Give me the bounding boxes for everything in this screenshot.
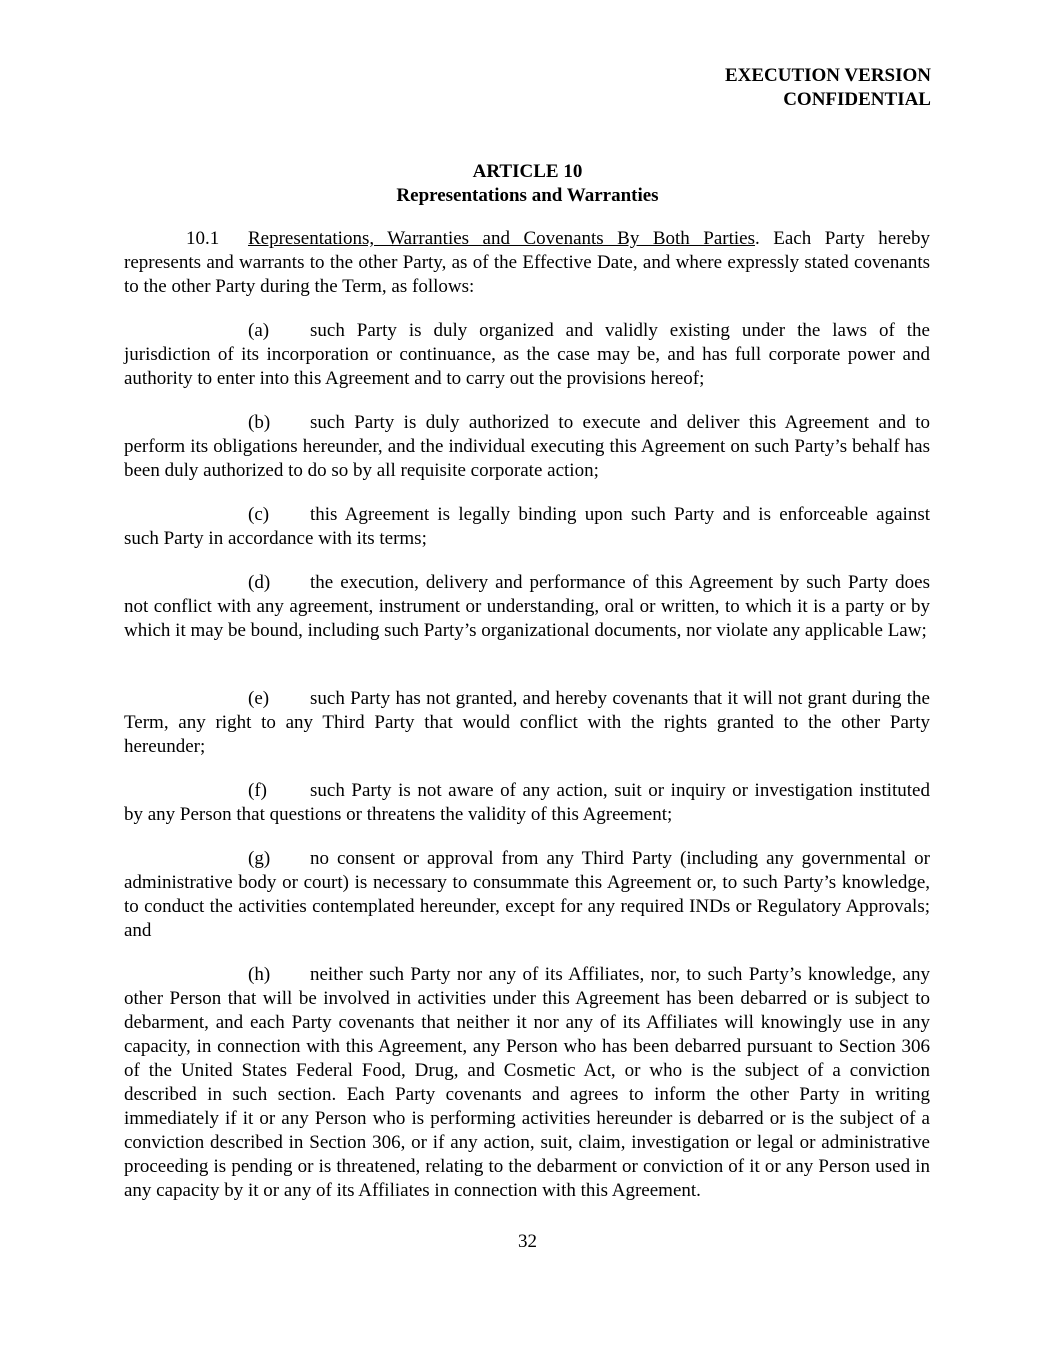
clause-label: (c) (248, 504, 270, 525)
clause-paragraph (124, 319, 930, 391)
clause-label: (a) (248, 320, 270, 341)
clause-text: neither such Party nor any of its Affiliates, nor, to such Party’s knowledge, any other Person that will be involved in activities under this Agreement has been debarred or is subject to debarment, and each Party covenants that neither it nor any of its Affiliates will knowingly use in any capacity, in connection with this Agreement, any Person who has been debarred pursuant to Section 306 of the United States Federal Food, Drug, and Cosmetic Act, or who is the subject of a conviction described in such section. Each Party covenants and agrees to inform the other Party in writing immediately if it or any Person who is performing activities hereunder is debarred or is the subject of a conviction described in Section 306, or if any action, suit, claim, investigation or legal or administrative proceeding is pending or is threatened, relating to the debarment or conviction of it or any Person used in any capacity by it or any of its Affiliates in connection with this Agreement. (124, 964, 930, 1201)
clause-label: (f) (248, 780, 267, 801)
article-heading (0, 160, 1055, 208)
clause-d (124, 571, 930, 643)
clause-h (124, 963, 930, 1203)
clause-text: such Party is not aware of any action, suit or inquiry or investigation instituted by any Person that questions or threatens the validity of this Agreement; (124, 780, 930, 825)
clause-paragraph (124, 847, 930, 943)
clause-paragraph (124, 503, 930, 551)
clause-text: no consent or approval from any Third Party (including any governmental or administrative body or court) is necessary to consummate this Agreement or, to such Party’s knowledge, to conduct the activities contemplated hereunder, except for any required INDs or Regulatory Approvals; and (124, 848, 930, 941)
article-number: ARTICLE 10 (472, 161, 583, 182)
clause-paragraph (124, 963, 930, 1203)
clause-text: the execution, delivery and performance of this Agreement by such Party does not conflict with any agreement, instrument or understanding, oral or written, to which it is a party or by which it may be bound, including such Party’s organizational documents, nor violate any applicable Law; (124, 572, 930, 641)
header-confidential-label: CONFIDENTIAL (783, 89, 931, 110)
clause-label: (b) (248, 412, 271, 433)
clause-text: such Party is duly organized and validly existing under the laws of the jurisdiction of its incorporation or continuance, as the case may be, and has full corporate power and authority to enter into this Agreement and to carry out the provisions hereof; (124, 320, 930, 389)
clause-label: (g) (248, 848, 271, 869)
document-header (725, 64, 931, 112)
clause-paragraph (124, 779, 930, 827)
page-number: 32 (518, 1231, 537, 1252)
clause-label: (h) (248, 964, 271, 985)
clause-c (124, 503, 930, 551)
section-10-1 (124, 227, 930, 299)
clause-paragraph (124, 687, 930, 759)
article-title: Representations and Warranties (396, 185, 659, 206)
clause-b (124, 411, 930, 483)
clause-paragraph (124, 571, 930, 643)
clause-e (124, 687, 930, 759)
section-heading: Representations, Warranties and Covenants By Both Parties (248, 228, 755, 249)
clause-a (124, 319, 930, 391)
section-intro-text: . Each Party hereby represents and warrants to the other Party, as of the Effective Date, and where expressly stated covenants to the other Party during the Term, as follows: (124, 228, 930, 297)
section-intro-paragraph (124, 227, 930, 299)
section-number: 10.1 (186, 228, 220, 249)
clause-text: such Party is duly authorized to execute and deliver this Agreement and to perform its obligations hereunder, and the individual executing this Agreement on such Party’s behalf has been duly authorized to do so by all requisite corporate action; (124, 412, 930, 481)
clause-text: this Agreement is legally binding upon such Party and is enforceable against such Party in accordance with its terms; (124, 504, 930, 549)
header-version-label: EXECUTION VERSION (724, 65, 931, 86)
clause-label: (e) (248, 688, 270, 709)
clause-label: (d) (248, 572, 271, 593)
clause-g (124, 847, 930, 943)
clause-text: such Party has not granted, and hereby covenants that it will not grant during the Term, any right to any Third Party that would conflict with the rights granted to the other Party hereunder; (124, 688, 930, 757)
clause-paragraph (124, 411, 930, 483)
clause-f (124, 779, 930, 827)
